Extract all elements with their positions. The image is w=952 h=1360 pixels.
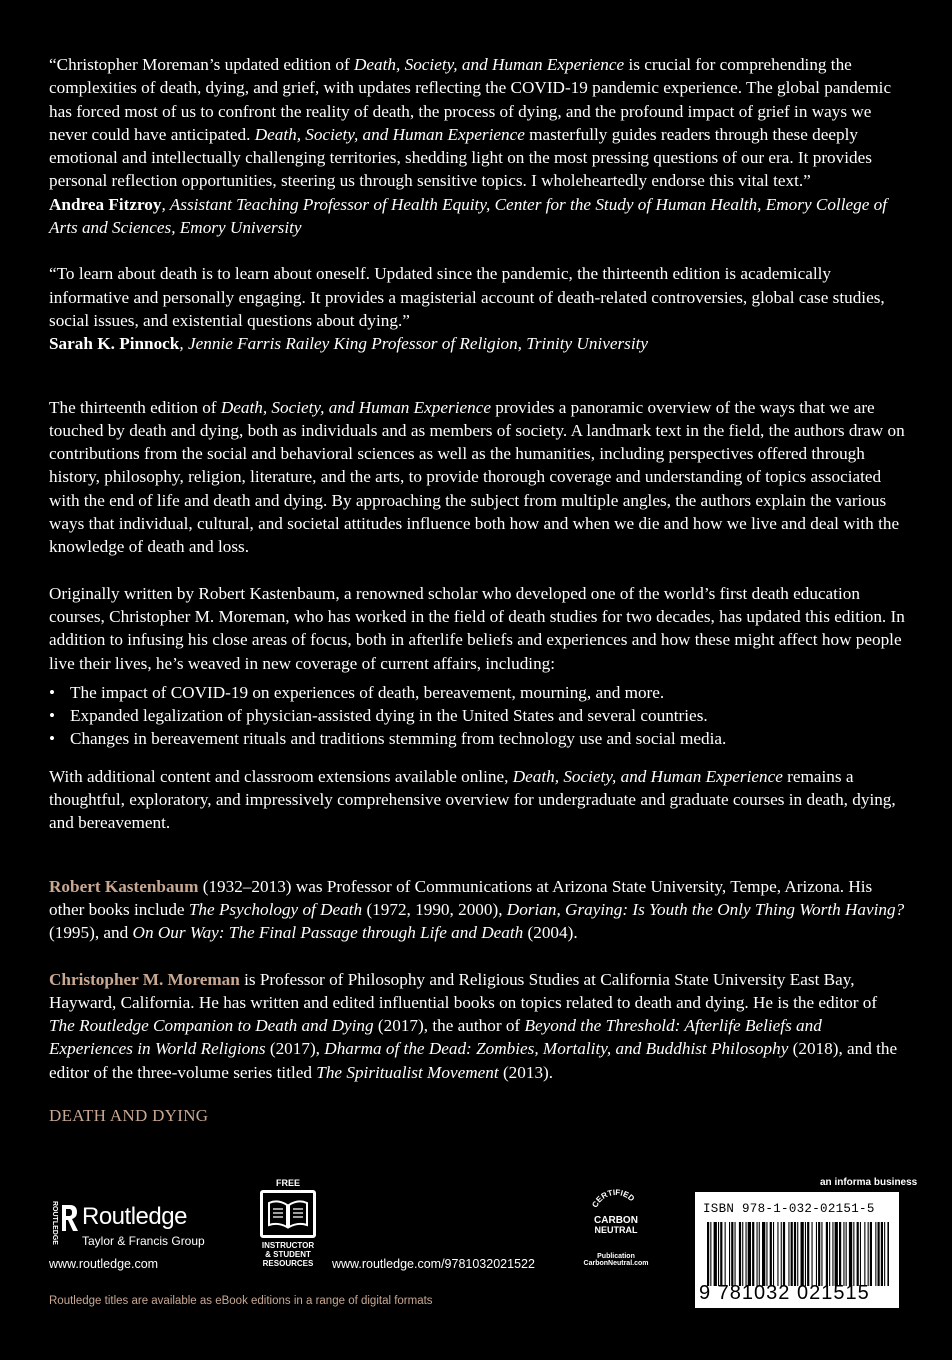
- barcode-bar: [735, 1222, 736, 1286]
- barcode-bar: [807, 1222, 809, 1286]
- author-bio-1: Robert Kastenbaum (1932–2013) was Professor of Communications at Arizona State University, Tempe, Arizona. His other books include The Psychology of Death (1972, 1990, 2000), Dorian, Graying: Is Youth the Only Thing Worth Having? (1995), and On Our Way: The Final Passage through Life and Death (2004).: [49, 876, 905, 943]
- barcode-bars-icon: [707, 1222, 889, 1286]
- barcode-bar: [770, 1222, 772, 1286]
- book-website: www.routledge.com/9781032021522: [332, 1257, 535, 1271]
- endorsement-1: “Christopher Moreman’s updated edition of Death, Society, and Human Experience is crucial for comprehending the complexities of death, dying, and grief, with updates reflecting the COVID-19 pandemic experience. The global pandemic has forced most of us to confront the reality of death, the process of dying, and the profound impact of grief in ways we never could have anticipated. Death, Society, and Human Experience masterfully guides readers through these deeply emotional and intellectually challenging territories, shedding light on the most pressing questions of our era. It provides personal reflection opportunities, steering us through sensitive topics. I wholeheartedly endorse this vital text.” Andrea Fitzroy, Assistant Teaching Professor of Health Equity, Center for the Study of Human Health, Emory College of Arts and Sciences, Emory University: [49, 55, 892, 238]
- barcode-bar: [791, 1222, 793, 1286]
- author-bio-2: Christopher M. Moreman is Professor of Philosophy and Religious Studies at California State University East Bay, Hayward, California. He has written and edited influential books on topics related to death and dying. He is the editor of The Routledge Companion to Death and Dying (2017), the author of Beyond the Threshold: Afterlife Beliefs and Experiences in World Religions (2017), Dharma of the Dead: Zombies, Mortality, and Buddhist Philosophy (2018), and the editor of the three-volume series titled The Spiritualist Movement (2013).: [49, 969, 898, 1082]
- barcode-bar: [718, 1222, 719, 1286]
- carbon-neutral-badge: CERTIFIED CARBON NEUTRAL Publication CarbonNeutral.com: [583, 1187, 649, 1267]
- barcode-bar: [816, 1222, 817, 1286]
- barcode-bar: [729, 1222, 730, 1286]
- barcode-bar: [821, 1222, 822, 1286]
- carbon-neutral-seal-icon: [585, 1186, 647, 1248]
- barcode-bar: [868, 1222, 869, 1286]
- barcode-bar: [766, 1222, 767, 1286]
- barcode-bar: [829, 1222, 830, 1286]
- barcode-bar: [707, 1222, 709, 1286]
- feature-list: [49, 681, 907, 751]
- barcode-bar: [805, 1222, 806, 1286]
- ebook-note: Routledge titles are available as eBook editions in a range of digital formats: [49, 1295, 433, 1307]
- barcode-bar: [773, 1222, 774, 1286]
- barcode-bar: [826, 1222, 828, 1286]
- list-item: • Changes in bereavement rituals and traditions stemming from technology use and social media.: [49, 729, 727, 749]
- barcode-bar: [812, 1222, 813, 1286]
- barcode-bar: [818, 1222, 820, 1286]
- back-cover-text: [49, 53, 907, 1107]
- barcode-bar: [887, 1222, 889, 1286]
- author-name: Christopher M. Moreman: [49, 969, 240, 989]
- barcode-bar: [884, 1222, 885, 1286]
- barcode-bar: [739, 1222, 741, 1286]
- barcode-bar: [875, 1222, 876, 1286]
- endorser-name: Sarah K. Pinnock: [49, 334, 180, 354]
- description-paragraph-1: The thirteenth edition of Death, Society, and Human Experience provides a panoramic overview of the ways that we are touched by death and dying, both as individuals and as members of society. A landmark text in the field, the authors draw on contributions from the social and behavioral sciences as well as the humanities, including perspectives offered through history, philosophy, religion, literature, and the arts, to provide thorough coverage and understanding of topics associated with the end of life and death and dying. By approaching the subject from multiple angles, the authors explain the various ways that individual, cultural, and societal attitudes influence both how and when we die and how we live and deal with the knowledge of death and loss.: [49, 397, 905, 557]
- endorser-name: Andrea Fitzroy: [49, 194, 162, 214]
- barcode-bar: [777, 1222, 778, 1286]
- barcode-bar: [881, 1222, 883, 1286]
- publisher-website: www.routledge.com: [49, 1257, 159, 1271]
- barcode-bar: [757, 1222, 758, 1286]
- barcode-bar: [788, 1222, 789, 1286]
- endorsement-2: “To learn about death is to learn about oneself. Updated since the pandemic, the thirteenth edition is academically informative and personally engaging. It provides a magisterial account of death-related controversies, global case studies, social issues, and existential questions about dying.” Sarah K. Pinnock, Jennie Farris Railey King Professor of Religion, Trinity University: [49, 264, 885, 354]
- barcode-bar: [725, 1222, 726, 1286]
- barcode-bar: [794, 1222, 796, 1286]
- svg-text:CARBON: CARBON: [594, 1215, 638, 1226]
- barcode-bar: [781, 1222, 782, 1286]
- publisher-group: Taylor & Francis Group: [82, 1234, 205, 1248]
- isbn-digits: 9 781032 021515: [699, 1282, 870, 1304]
- svg-text:ROUTLEDGE: ROUTLEDGE: [51, 1201, 58, 1245]
- barcode-bar: [864, 1222, 865, 1286]
- svg-text:NEUTRAL: NEUTRAL: [594, 1225, 638, 1235]
- barcode-bar: [857, 1222, 859, 1286]
- list-item: • Expanded legalization of physician-assisted dying in the United States and several countries.: [49, 706, 708, 726]
- isbn-text: ISBN 978-1-032-02151-5: [703, 1202, 875, 1216]
- barcode-bar: [752, 1222, 754, 1286]
- barcode-bar: [714, 1222, 717, 1286]
- barcode-bar: [748, 1222, 751, 1286]
- publisher-name: Routledge: [82, 1203, 187, 1230]
- barcode-bar: [731, 1222, 733, 1286]
- routledge-logo: [48, 1201, 248, 1253]
- barcode-bar: [843, 1222, 844, 1286]
- list-item: • The impact of COVID-19 on experiences of death, bereavement, mourning, and more.: [49, 682, 665, 702]
- description-paragraph-2: Originally written by Robert Kastenbaum, a renowned scholar who developed one of the world’s first death education courses, Christopher M. Moreman, who has worked in the field of death studies for two decades, has updated this edition. In addition to infusing his close areas of focus, both in afterlife beliefs and experiences and how these might affect how people live their lives, he’s weaved in new coverage of current affairs, including:: [49, 583, 905, 673]
- barcode-bar: [849, 1222, 852, 1286]
- author-name: Robert Kastenbaum: [49, 876, 199, 896]
- barcode-bar: [853, 1222, 854, 1286]
- barcode-bar: [801, 1222, 804, 1286]
- barcode-bar: [835, 1222, 838, 1286]
- subject-category: DEATH AND DYING: [49, 1106, 209, 1125]
- isbn-barcode: [695, 1192, 899, 1308]
- barcode-bar: [762, 1222, 765, 1286]
- informa-label: an informa business: [820, 1177, 918, 1188]
- routledge-emblem-icon: [48, 1201, 78, 1253]
- barcode-bar: [878, 1222, 880, 1286]
- barcode-bar: [742, 1222, 743, 1286]
- barcode-bar: [870, 1222, 872, 1286]
- barcode-bar: [746, 1222, 747, 1286]
- barcode-bar: [759, 1222, 760, 1286]
- svg-text:CERTIFIED: CERTIFIED: [590, 1187, 637, 1210]
- barcode-bar: [797, 1222, 798, 1286]
- barcode-bar: [860, 1222, 861, 1286]
- barcode-bar: [846, 1222, 847, 1286]
- barcode-bar: [720, 1222, 722, 1286]
- barcode-bar: [839, 1222, 841, 1286]
- endorser-affiliation: , Assistant Teaching Professor of Health Equity, Center for the Study of Human Health, Emory College of Arts and Sciences, Emory University: [49, 194, 887, 238]
- open-book-icon: [260, 1190, 316, 1238]
- barcode-bar: [783, 1222, 785, 1286]
- free-resources-badge: FREE INSTRUCTOR & STUDENT RESOURCES: [261, 1178, 315, 1268]
- barcode-bar: [832, 1222, 833, 1286]
- endorser-affiliation: , Jennie Farris Railey King Professor of Religion, Trinity University: [179, 334, 649, 354]
- barcode-bar: [710, 1222, 711, 1286]
- description-paragraph-3: With additional content and classroom extensions available online, Death, Society, and Human Experience remains a thoughtful, exploratory, and impressively comprehensive overview for undergraduate and graduate courses in death, dying, and bereavement.: [49, 766, 896, 833]
